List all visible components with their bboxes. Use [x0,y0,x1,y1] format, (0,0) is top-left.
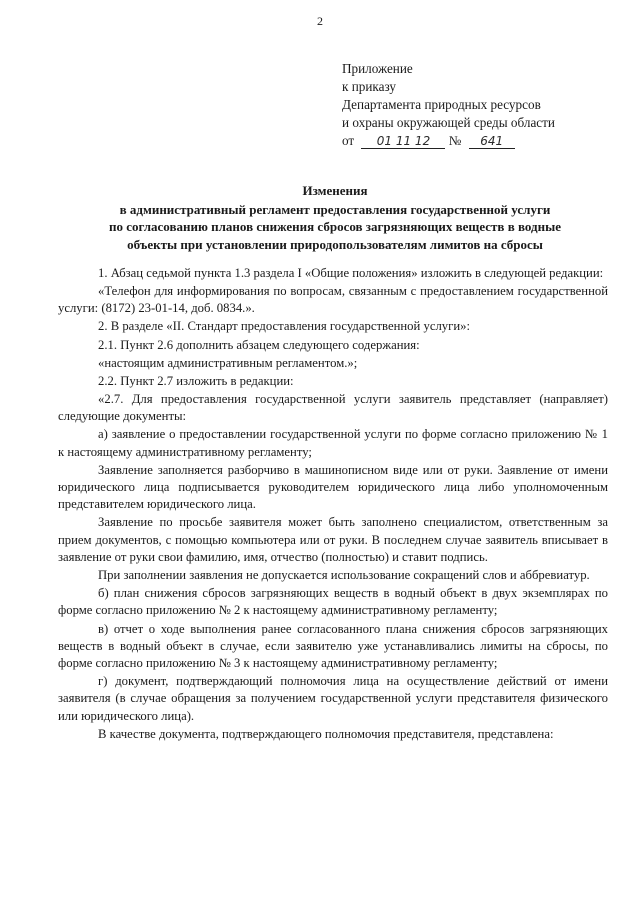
appendix-line-4: и охраны окружающей среды области [342,115,555,130]
paragraph: При заполнении заявления не допускается использование сокращений слов и аббревиатур. [98,568,590,583]
paragraph: 2.2. Пункт 2.7 изложить в редакции: [98,373,294,388]
appendix-line-1: Приложение [342,61,413,76]
paragraph: «Телефон для информирования по вопросам, связанным с предоставлением государственной услуги: (8172) 23-01-14, доб. 0834.». [58,284,608,316]
appendix-line-2: к приказу [342,79,396,94]
appendix-date-line [342,132,555,150]
paragraph: В качестве документа, подтверждающего полномочия представителя, представлена: [98,726,554,741]
paragraph: Заявление по просьбе заявителя может быть заполнено специалистом, ответственным за прием документов, с помощью компьютера или от руки. В последнем случае заявитель вписывает в заявление от руки свои фамилию, имя, отчество (полностью) и ставит подпись. [58,515,608,564]
title-heading: Изменения [302,183,368,198]
paragraph: 1. Абзац седьмой пункта 1.3 раздела I «Общие положения» изложить в следующей редакции: [98,266,604,280]
appendix-block [342,60,555,150]
title-line-3: объекты при установлении природопользователям лимитов на сбросы [127,236,543,252]
appendix-line-3: Департамента природных ресурсов [342,97,541,112]
paragraph: «2.7. Для предоставления государственной услуги заявитель представляет (направляет) следующие документы: [58,391,608,424]
number-label: № [448,133,462,148]
paragraph: 2. В разделе «II. Стандарт предоставления государственной услуги»: [98,319,470,334]
paragraph: а) заявление о предоставлении государственной услуги по форме согласно приложению № 1 к настоящему административному регламенту; [58,427,608,459]
from-label: от [342,133,355,148]
paragraph: «настоящим административным регламентом.»; [98,355,358,370]
title-line-2: по согласованию планов снижения сбросов загрязняющих веществ в водные [108,219,562,234]
handwritten-number: 641 [469,134,515,149]
paragraph: Заявление заполняется разборчиво в машинописном виде или от руки. Заявление от имени юридического лица подписывается руководителем юридического лица либо уполномоченным представителем юридического лица. [58,462,608,512]
paragraph: 2.1. Пункт 2.6 дополнить абзацем следующего содержания: [98,337,420,352]
paragraph: б) план снижения сбросов загрязняющих веществ в водный объект в двух экземплярах по форме согласно приложению № 2 к настоящему административному регламенту; [58,586,608,618]
title-line-1: в административный регламент предоставления государственной услуги [119,201,551,217]
document-title [60,182,610,253]
document-body [58,265,608,744]
paragraph: г) документ, подтверждающий полномочия лица на осуществление действий от имени заявителя (в случае обращения за получением государственной услуги представителя физического или юридического лица). [58,674,608,723]
handwritten-date: 01 11 12 [361,134,445,149]
page-number: 2 [317,14,323,28]
paragraph: в) отчет о ходе выполнения ранее согласованного плана снижения сбросов загрязняющих веществ в водный объект в случае, если заявителю уже устанавливались лимиты на сбросы, по форме согласно приложению № 3 к настоящему административному регламенту; [58,621,608,671]
